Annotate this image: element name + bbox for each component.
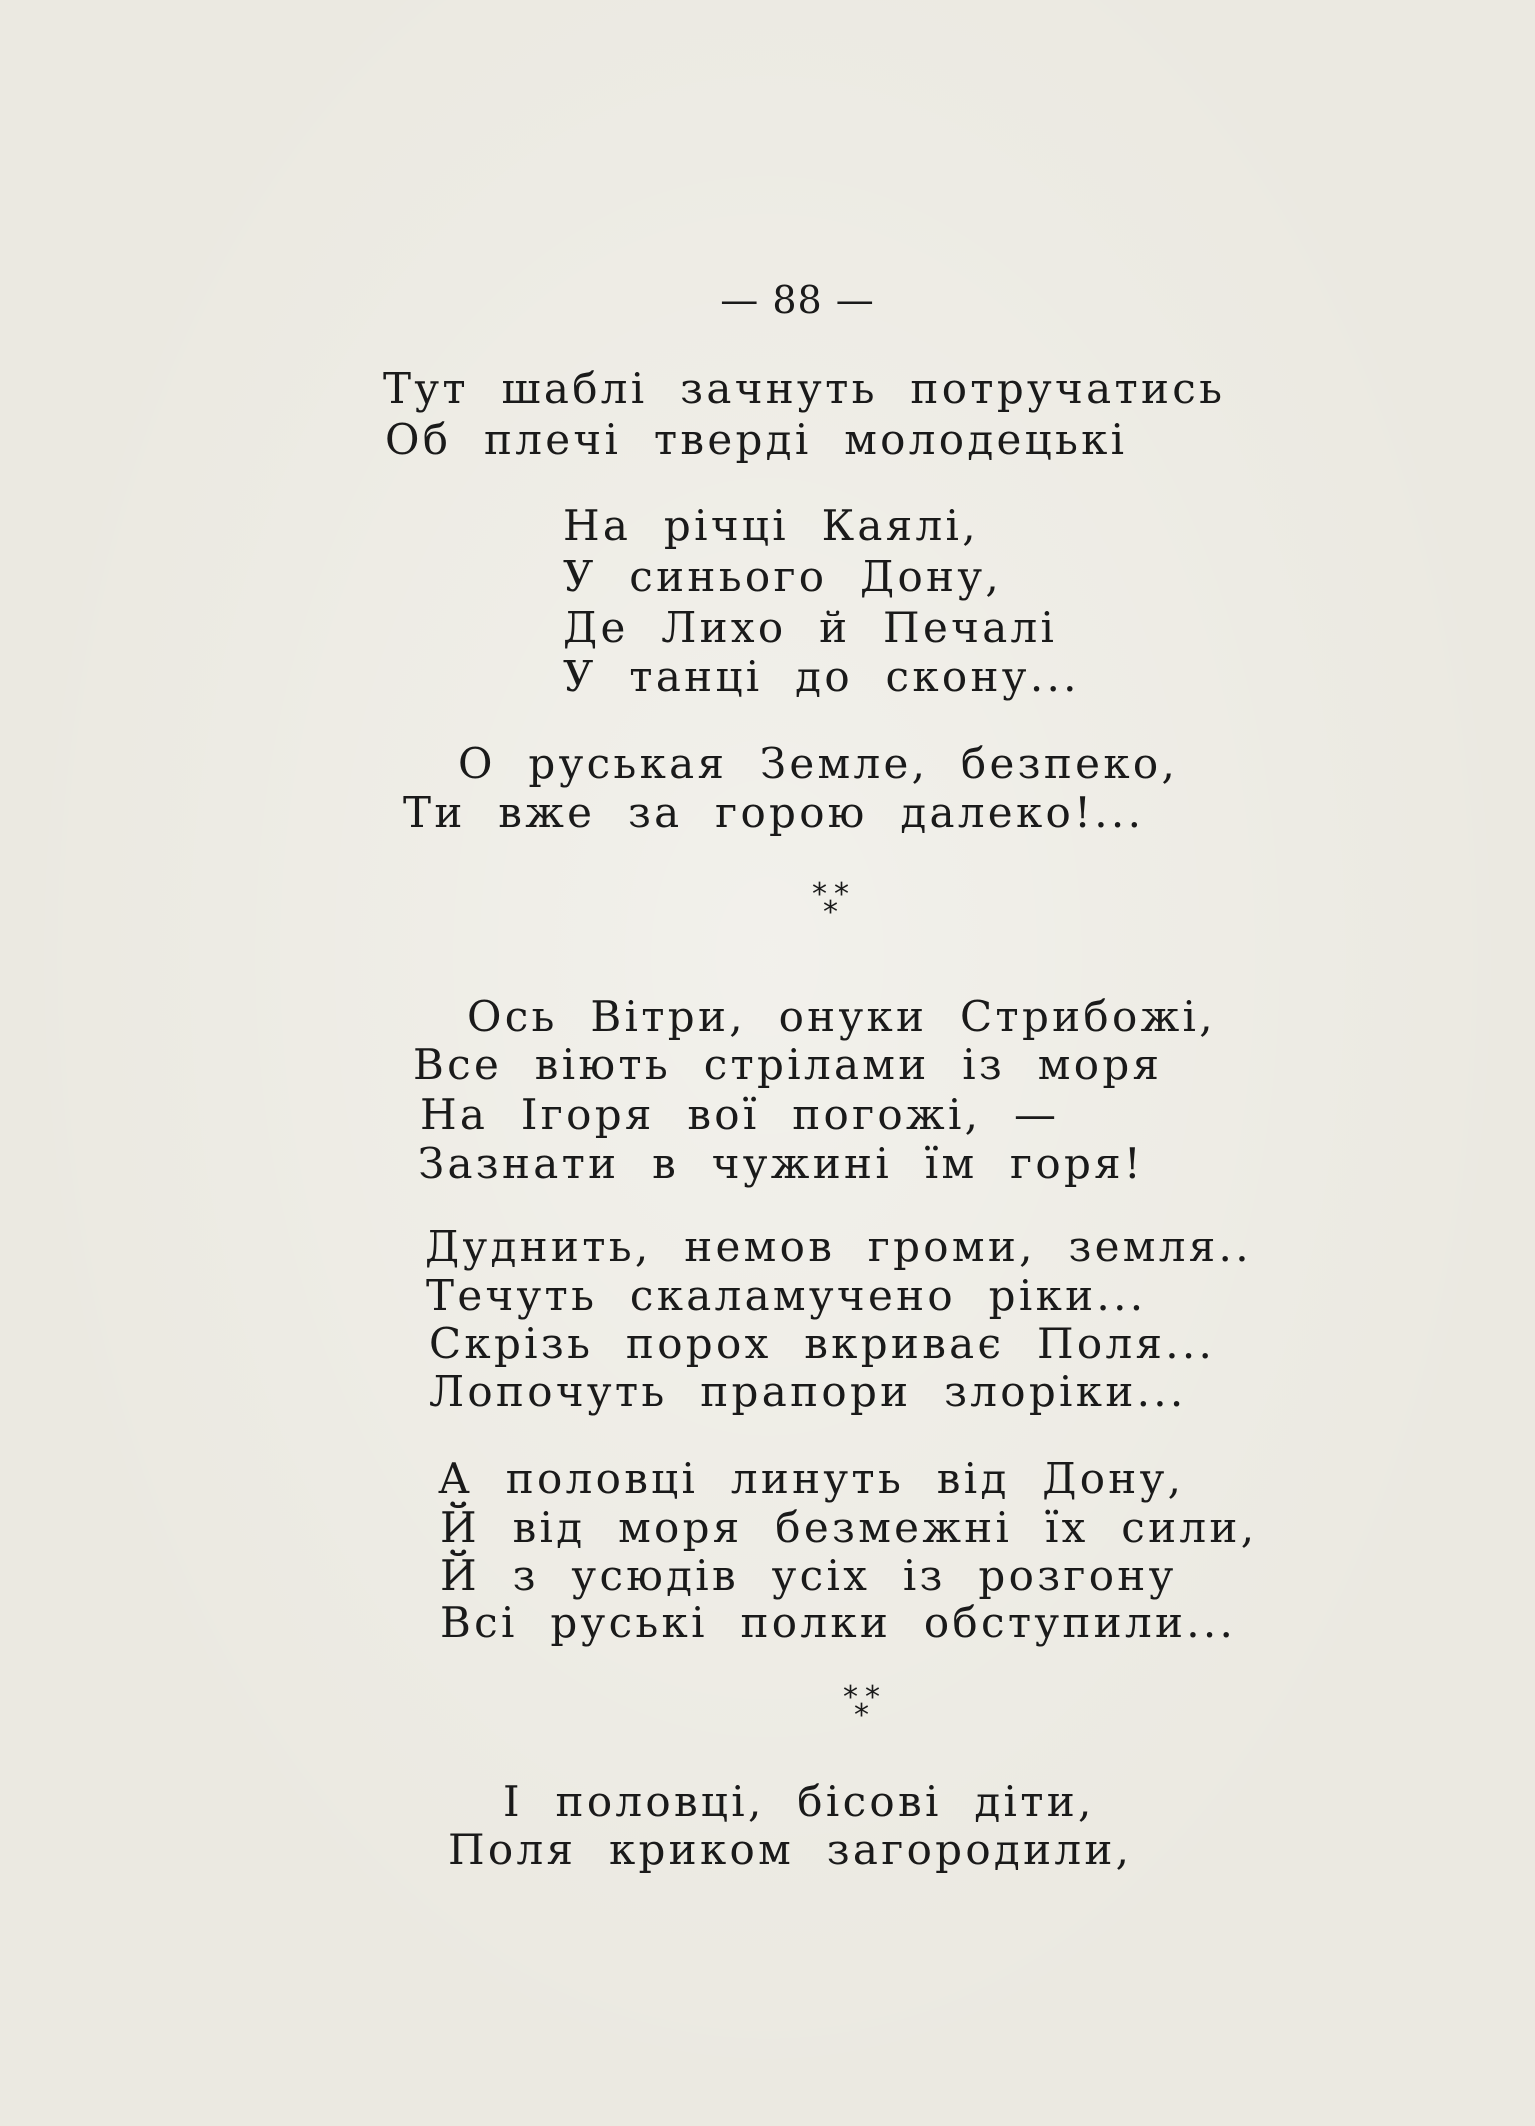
poem-line: На Ігоря вої погожі, — bbox=[420, 1090, 1060, 1139]
poem-line: Зазнати в чужині їм горя! bbox=[418, 1139, 1145, 1188]
poem-line: На річці Каялі, bbox=[563, 501, 979, 550]
poem-line: Дуднить, немов громи, земля.. bbox=[425, 1222, 1252, 1271]
poem-line: Ти вже за горою далеко!... bbox=[403, 788, 1145, 837]
page-number: — 88 — bbox=[720, 278, 875, 322]
poem-line: Й від моря безмежні їх сили, bbox=[440, 1503, 1258, 1552]
poem-line: Всі руські полки обступили... bbox=[440, 1598, 1237, 1647]
poem-line: Лопочуть прапори злоріки... bbox=[429, 1367, 1187, 1416]
asterisk: * bbox=[843, 1680, 858, 1715]
poem-line: Скрізь порох вкриває Поля... bbox=[429, 1319, 1216, 1368]
poem-line: У синього Дону, bbox=[563, 552, 1002, 601]
poem-line: Ось Вітри, онуки Стрибожі, bbox=[467, 992, 1216, 1041]
poem-line: У танці до скону... bbox=[563, 652, 1080, 701]
asterisk: * bbox=[865, 1680, 880, 1715]
poem-line: О руськая Земле, безпеко, bbox=[458, 739, 1179, 788]
poem-line: Де Лихо й Печалі bbox=[563, 603, 1058, 652]
poem-line: І половці, бісові діти, bbox=[503, 1777, 1095, 1826]
poem-line: Об плечі тверді молодецькі bbox=[385, 415, 1128, 464]
poem-line: Поля криком загородили, bbox=[448, 1825, 1133, 1874]
poem-line: Все віють стрілами із моря bbox=[413, 1040, 1163, 1089]
poem-line: Тут шаблі зачнуть потручатись bbox=[383, 364, 1226, 413]
asterisk: * bbox=[823, 895, 838, 930]
section-separator bbox=[843, 1680, 903, 1733]
asterisk: * bbox=[854, 1698, 869, 1733]
asterisk: * bbox=[812, 877, 827, 912]
poem-line: Течуть скаламучено ріки... bbox=[426, 1271, 1147, 1320]
section-separator bbox=[812, 877, 872, 930]
asterisk: * bbox=[834, 877, 849, 912]
poem-line: А половці линуть від Дону, bbox=[438, 1454, 1185, 1503]
poem-line: Й з усюдів усіх із розгону bbox=[440, 1551, 1177, 1600]
